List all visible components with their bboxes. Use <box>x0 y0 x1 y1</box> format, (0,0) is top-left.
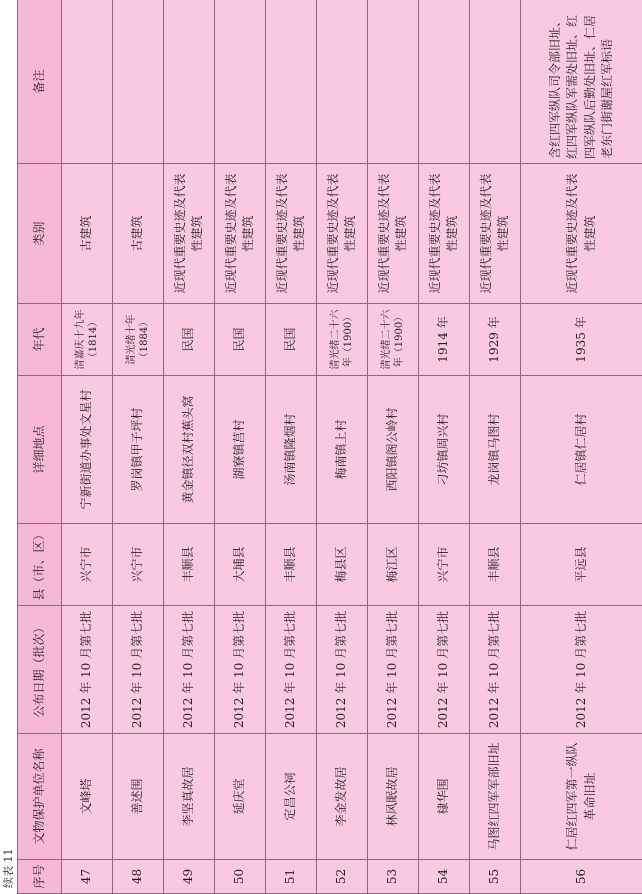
cell-note <box>266 0 317 164</box>
cell-era: 民国 <box>266 304 317 376</box>
rotated-table-wrapper <box>17 0 642 894</box>
cell-note <box>470 0 521 164</box>
cell-date: 2012 年 10 月第七批 <box>62 606 113 734</box>
cell-note <box>419 0 470 164</box>
cell-address: 梅南镇上村 <box>317 376 368 524</box>
cell-address: 汤南镇隆烟村 <box>266 376 317 524</box>
table-row <box>266 0 317 894</box>
heritage-table <box>17 0 642 894</box>
cell-address: 刁坊镇周兴村 <box>419 376 470 524</box>
cell-county: 丰顺县 <box>164 524 215 606</box>
header-note: 备注 <box>18 0 62 164</box>
cell-category: 近现代重要史迹及代表性建筑 <box>164 164 215 304</box>
cell-date: 2012 年 10 月第七批 <box>215 606 266 734</box>
cell-county: 梅江区 <box>368 524 419 606</box>
cell-category: 近现代重要史迹及代表性建筑 <box>419 164 470 304</box>
cell-county: 梅县区 <box>317 524 368 606</box>
cell-county: 平远县 <box>521 524 642 606</box>
header-category: 类别 <box>18 164 62 304</box>
cell-era: 清光绪十年（1884） <box>113 304 164 376</box>
cell-index: 54 <box>419 860 470 894</box>
cell-name: 文峰塔 <box>62 734 113 860</box>
cell-date: 2012 年 10 月第七批 <box>368 606 419 734</box>
cell-era: 1914 年 <box>419 304 470 376</box>
table-row <box>419 0 470 894</box>
cell-county: 大埔县 <box>215 524 266 606</box>
cell-era: 民国 <box>164 304 215 376</box>
cell-county: 兴宁市 <box>113 524 164 606</box>
cell-address: 宁新街道办事处文星村 <box>62 376 113 524</box>
cell-category: 近现代重要史迹及代表性建筑 <box>368 164 419 304</box>
table-row <box>521 0 642 894</box>
cell-name: 棣华围 <box>419 734 470 860</box>
cell-address: 仁居镇仁居村 <box>521 376 642 524</box>
header-address: 详细地点 <box>18 376 62 524</box>
cell-address: 罗岗镇甲子坪村 <box>113 376 164 524</box>
cell-era: 清嘉庆十九年（1814） <box>62 304 113 376</box>
cell-era: 清光绪二十六年（1900） <box>368 304 419 376</box>
cell-index: 55 <box>470 860 521 894</box>
cell-county: 丰顺县 <box>266 524 317 606</box>
cell-index: 47 <box>62 860 113 894</box>
cell-index: 50 <box>215 860 266 894</box>
table-row <box>164 0 215 894</box>
table-row <box>62 0 113 894</box>
cell-category: 近现代重要史迹及代表性建筑 <box>266 164 317 304</box>
cell-note <box>368 0 419 164</box>
cell-name: 善述围 <box>113 734 164 860</box>
cell-note: 含红四军纵队司令部旧址、红四军纵队军需处旧址、红四军纵队后勤处旧址、仁居老东门街谢屋红军标语 <box>521 0 642 164</box>
cell-date: 2012 年 10 月第七批 <box>419 606 470 734</box>
cell-category: 近现代重要史迹及代表性建筑 <box>521 164 642 304</box>
cell-category: 近现代重要史迹及代表性建筑 <box>215 164 266 304</box>
cell-note <box>113 0 164 164</box>
cell-note <box>215 0 266 164</box>
cell-date: 2012 年 10 月第七批 <box>317 606 368 734</box>
cell-category: 近现代重要史迹及代表性建筑 <box>470 164 521 304</box>
cell-index: 48 <box>113 860 164 894</box>
cell-address: 西阳镇阁公岭村 <box>368 376 419 524</box>
cell-index: 52 <box>317 860 368 894</box>
cell-index: 49 <box>164 860 215 894</box>
cell-address: 湖寮镇莒村 <box>215 376 266 524</box>
cell-county: 兴宁市 <box>419 524 470 606</box>
cell-index: 56 <box>521 860 642 894</box>
cell-date: 2012 年 10 月第七批 <box>521 606 642 734</box>
cell-county: 兴宁市 <box>62 524 113 606</box>
cell-note <box>317 0 368 164</box>
cell-name: 马图红四军军部旧址 <box>470 734 521 860</box>
cell-name: 仁居红四军第一纵队革命旧址 <box>521 734 642 860</box>
header-row <box>18 0 62 894</box>
continuation-label: 续表 11 <box>2 848 15 888</box>
cell-name: 李坚真故居 <box>164 734 215 860</box>
cell-date: 2012 年 10 月第七批 <box>470 606 521 734</box>
table-row <box>113 0 164 894</box>
cell-category: 古建筑 <box>62 164 113 304</box>
cell-era: 清光绪二十六年（1900） <box>317 304 368 376</box>
table-row <box>317 0 368 894</box>
header-index: 序号 <box>18 860 62 894</box>
cell-category: 近现代重要史迹及代表性建筑 <box>317 164 368 304</box>
table-row <box>368 0 419 894</box>
cell-name: 林风眠故居 <box>368 734 419 860</box>
header-era: 年代 <box>18 304 62 376</box>
table-row <box>215 0 266 894</box>
table-stage <box>17 0 642 894</box>
cell-era: 1935 年 <box>521 304 642 376</box>
cell-date: 2012 年 10 月第七批 <box>266 606 317 734</box>
cell-county: 丰顺县 <box>470 524 521 606</box>
cell-address: 黄金镇径双村蕉头窝 <box>164 376 215 524</box>
header-name: 文物保护单位名称 <box>18 734 62 860</box>
cell-date: 2012 年 10 月第七批 <box>164 606 215 734</box>
cell-era: 1929 年 <box>470 304 521 376</box>
cell-index: 51 <box>266 860 317 894</box>
header-date: 公布日期（批次） <box>18 606 62 734</box>
cell-name: 延庆堂 <box>215 734 266 860</box>
cell-index: 53 <box>368 860 419 894</box>
cell-note <box>62 0 113 164</box>
cell-date: 2012 年 10 月第七批 <box>113 606 164 734</box>
header-county: 县（市、区） <box>18 524 62 606</box>
cell-name: 定昌公祠 <box>266 734 317 860</box>
cell-address: 龙岗镇马图村 <box>470 376 521 524</box>
table-row <box>470 0 521 894</box>
cell-category: 古建筑 <box>113 164 164 304</box>
cell-era: 民国 <box>215 304 266 376</box>
cell-name: 李金发故居 <box>317 734 368 860</box>
cell-note <box>164 0 215 164</box>
